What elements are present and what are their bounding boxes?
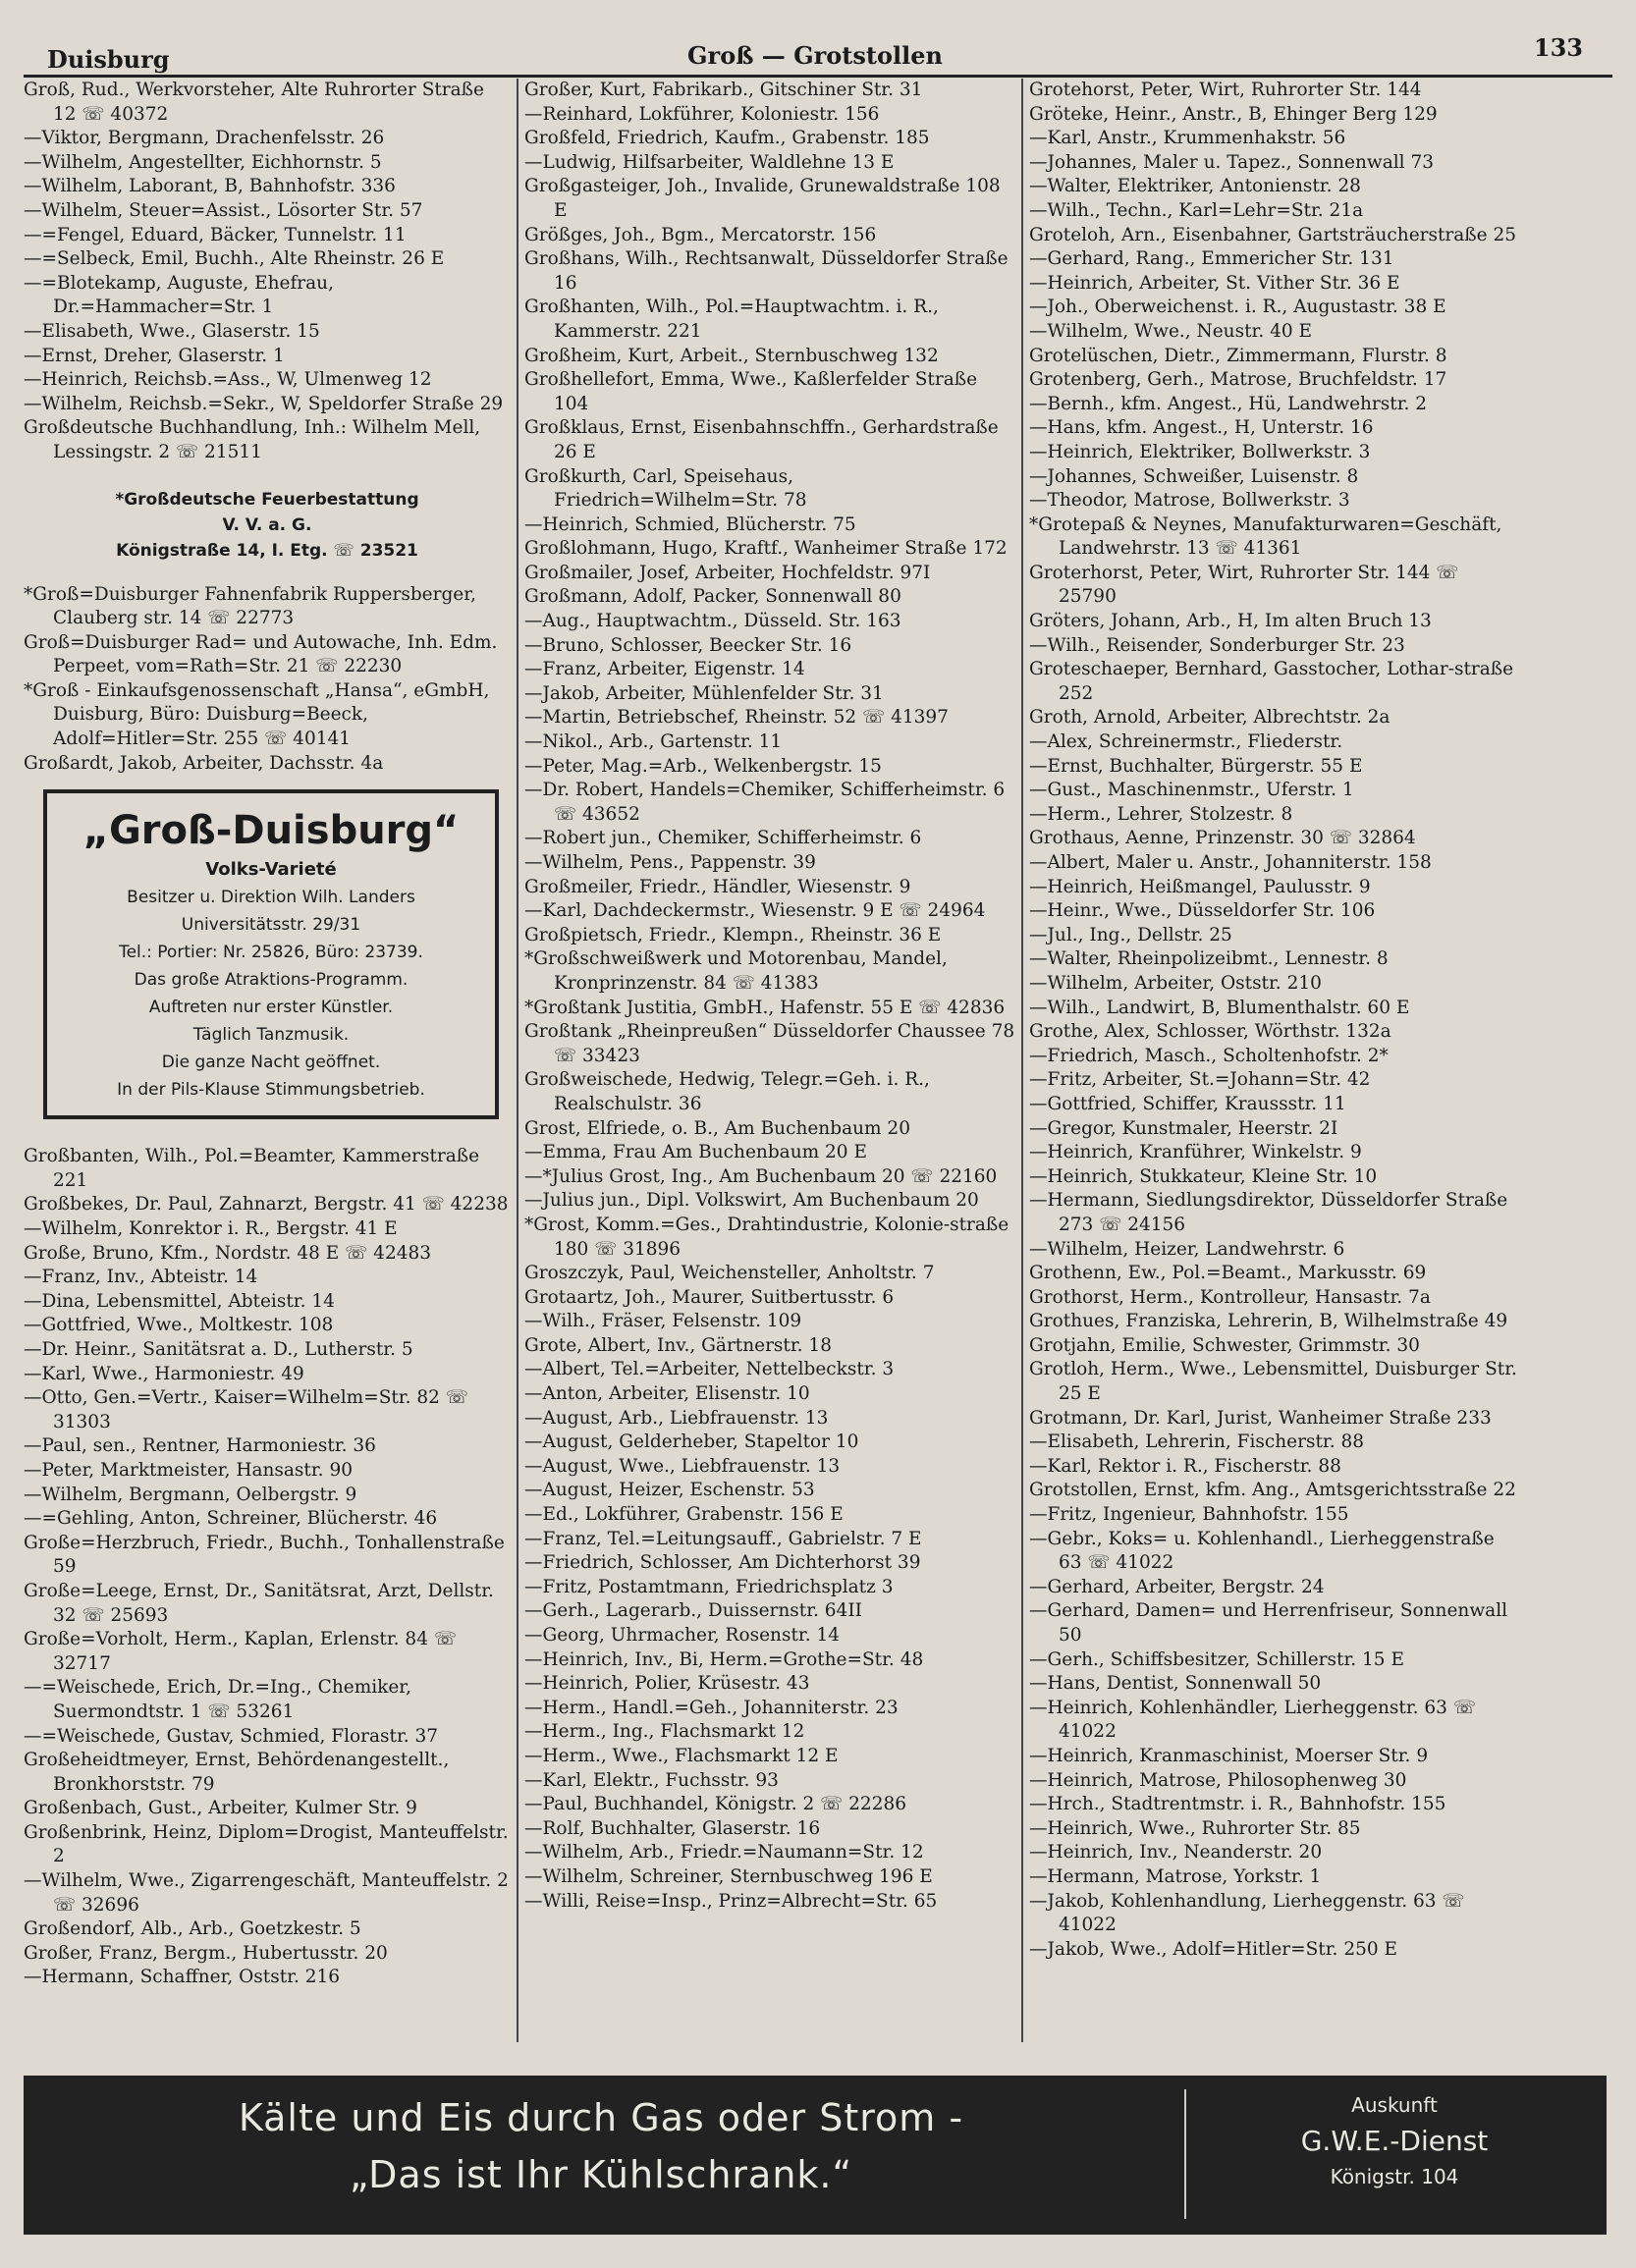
directory-entry: Großbekes, Dr. Paul, Zahnarzt, Bergstr. 41 ☏ 42238 [24, 1194, 509, 1215]
directory-entry: Großenbach, Gust., Arbeiter, Kulmer Str. 9 [24, 1798, 417, 1819]
directory-entry: —=Gehling, Anton, Schreiner, Blücherstr. 46 [24, 1508, 438, 1530]
directory-entry: Große=Leege, Ernst, Dr., Sanitätsrat, Arzt, Dellstr. 32 ☏ 25693 [24, 1580, 494, 1626]
directory-entry: Groth, Arnold, Arbeiter, Albrechtstr. 2a [1029, 707, 1391, 729]
directory-entry: —Hans, kfm. Angest., H, Unterstr. 16 [1029, 417, 1374, 439]
directory-entry: —Willi, Reise=Insp., Prinz=Albrecht=Str. 65 [524, 1890, 938, 1912]
directory-entry: —August, Arb., Liebfrauenstr. 13 [524, 1407, 829, 1429]
directory-entry: —Jakob, Kohlenhandlung, Lierheggenstr. 63 ☏ 41022 [1029, 1890, 1465, 1936]
directory-entry: —Gebr., Koks= u. Kohlenhandl., Lierheggenstraße 63 ☏ 41022 [1029, 1528, 1495, 1574]
header-city: Duisburg [47, 45, 170, 74]
directory-entry: Gröters, Johann, Arb., H, Im alten Bruch 13 [1029, 611, 1432, 632]
ad-line: In der Pils-Klause Stimmungsbetrieb. [117, 1080, 425, 1101]
directory-entry: —Joh., Oberweichenst. i. R., Augustastr. 38 E [1029, 297, 1446, 318]
directory-entry: —Friedrich, Schlosser, Am Dichterhorst 39 [524, 1552, 921, 1574]
entry-list [1029, 79, 1522, 1962]
directory-entry: —Wilhelm, Konrektor i. R., Bergstr. 41 E [24, 1218, 398, 1240]
directory-entry: —Heinrich, Kranführer, Winkelstr. 9 [1029, 1142, 1362, 1163]
directory-entry: —Paul, Buchhandel, Königstr. 2 ☏ 22286 [524, 1794, 907, 1815]
directory-entry: —Johannes, Schweißer, Luisenstr. 8 [1029, 465, 1359, 487]
directory-entry: —Georg, Uhrmacher, Rosenstr. 14 [524, 1625, 840, 1646]
directory-entry: —Nikol., Arb., Gartenstr. 11 [524, 731, 783, 753]
directory-entry: Grothues, Franziska, Lehrerin, B, Wilhelmstraße 49 [1029, 1311, 1508, 1332]
directory-entry: —Karl, Wwe., Harmoniestr. 49 [24, 1363, 304, 1384]
directory-entry: Großlohmann, Hugo, Kraftf., Wanheimer Straße 172 [524, 538, 1008, 560]
directory-entry: —Gottfried, Schiffer, Kraussstr. 11 [1029, 1093, 1346, 1114]
directory-entry: —Albert, Tel.=Arbeiter, Nettelbeckstr. 3 [524, 1359, 895, 1380]
bottom-advertisement [24, 2076, 1607, 2235]
directory-entry: Große=Herzbruch, Friedr., Buchh., Tonhallenstraße 59 [24, 1532, 505, 1578]
directory-entry: Grote, Albert, Inv., Gärtnerstr. 18 [524, 1334, 832, 1356]
directory-entry: —Heinrich, Reichsb.=Ass., W, Ulmenweg 12 [24, 369, 432, 391]
directory-entry: —Walter, Elektriker, Antonienstr. 28 [1029, 176, 1361, 197]
directory-entry: —Herm., Lehrer, Stolzestr. 8 [1029, 803, 1293, 825]
directory-entry: —Fritz, Ingenieur, Bahnhofstr. 155 [1029, 1504, 1349, 1526]
variete-ad [43, 789, 499, 1119]
directory-entry: —Dina, Lebensmittel, Abteistr. 14 [24, 1290, 335, 1312]
banner-slogan [51, 2089, 1151, 2203]
directory-entry: —Karl, Elektr., Fuchsstr. 93 [524, 1769, 779, 1791]
directory-entry: —Heinrich, Kranmaschinist, Moerser Str. 9 [1029, 1745, 1429, 1766]
directory-entry: —*Julius Grost, Ing., Am Buchenbaum 20 ☏ 22160 [524, 1165, 998, 1187]
directory-entry: Gröteke, Heinr., Anstr., B, Ehinger Berg 129 [1029, 103, 1438, 125]
directory-entry: —Heinrich, Inv., Bi, Herm.=Grothe=Str. 48 [524, 1648, 924, 1670]
directory-entry: —Albert, Maler u. Anstr., Johanniterstr. 158 [1029, 852, 1432, 873]
directory-entry: Grothe, Alex, Schlosser, Wörthstr. 132a [1029, 1021, 1391, 1043]
feuerbestattung-ad [24, 487, 511, 564]
directory-entry: —Wilhelm, Arb., Friedr.=Naumann=Str. 12 [524, 1842, 924, 1863]
directory-entry: —Fritz, Postamtmann, Friedrichsplatz 3 [524, 1576, 894, 1597]
directory-entry: *Groß=Duisburger Fahnenfabrik Ruppersberger, Clauberg str. 14 ☏ 22773 [24, 583, 476, 629]
directory-entry: —Aug., Hauptwachtm., Düsseld. Str. 163 [524, 611, 901, 632]
directory-entry: Grotaartz, Joh., Maurer, Suitbertusstr. 6 [524, 1286, 895, 1308]
directory-entry: —Heinrich, Heißmangel, Paulusstr. 9 [1029, 876, 1371, 897]
directory-entry: —Wilh., Techn., Karl=Lehr=Str. 21a [1029, 199, 1364, 221]
ad-line: Besitzer u. Direktion Wilh. Landers [127, 888, 415, 908]
directory-entry: —Elisabeth, Lehrerin, Fischerstr. 88 [1029, 1431, 1364, 1453]
ad-line: Die ganze Nacht geöffnet. [161, 1053, 381, 1073]
directory-entry: —Bruno, Schlosser, Beecker Str. 16 [524, 634, 852, 656]
page-header [24, 33, 1607, 73]
banner-info-address: Königstr. 104 [1330, 2165, 1459, 2188]
directory-entry: —Friedrich, Masch., Scholtenhofstr. 2* [1029, 1045, 1389, 1066]
directory-entry: —August, Wwe., Liebfrauenstr. 13 [524, 1455, 841, 1477]
entry-list [24, 79, 511, 465]
directory-entry: —Wilh., Fräser, Felsenstr. 109 [524, 1311, 802, 1332]
directory-entry: —Wilhelm, Schreiner, Sternbuschweg 196 E [524, 1865, 933, 1887]
directory-entry: —Wilhelm, Wwe., Neustr. 40 E [1029, 320, 1313, 342]
directory-entry: —Heinrich, Wwe., Ruhrorter Str. 85 [1029, 1817, 1361, 1839]
directory-entry: —Gerhard, Rang., Emmericher Str. 131 [1029, 248, 1394, 270]
directory-entry: —Herm., Handl.=Geh., Johanniterstr. 23 [524, 1697, 899, 1718]
directory-entry: —Herm., Ing., Flachsmarkt 12 [524, 1721, 805, 1743]
directory-entry: —Gottfried, Wwe., Moltkestr. 108 [24, 1315, 334, 1336]
directory-entry: —Bernh., kfm. Angest., Hü, Landwehrstr. 2 [1029, 393, 1428, 414]
directory-entry: —Jakob, Wwe., Adolf=Hitler=Str. 250 E [1029, 1938, 1398, 1960]
directory-entry: —Paul, sen., Rentner, Harmoniestr. 36 [24, 1435, 376, 1457]
directory-entry: Groteschaeper, Bernhard, Gasstocher, Lothar-straße 252 [1029, 659, 1514, 704]
directory-entry: *Grost, Komm.=Ges., Drahtindustrie, Kolonie-straße 180 ☏ 31896 [524, 1214, 1009, 1260]
directory-entry: —Peter, Marktmeister, Hansastr. 90 [24, 1459, 353, 1481]
directory-entry: —Julius jun., Dipl. Volkswirt, Am Buchenbaum 20 [524, 1190, 979, 1212]
directory-entry: —Heinrich, Elektriker, Bollwerkstr. 3 [1029, 441, 1371, 462]
directory-entry: Großhans, Wilh., Rechtsanwalt, Düsseldorfer Straße 16 [524, 248, 1009, 294]
directory-entry: —Ernst, Dreher, Glaserstr. 1 [24, 345, 285, 366]
entry-list [524, 79, 1017, 1914]
directory-entry: —Hermann, Siedlungsdirektor, Düsseldorfer Straße 273 ☏ 24156 [1029, 1190, 1508, 1235]
directory-entry: Großmeiler, Friedr., Händler, Wiesenstr. 9 [524, 876, 911, 897]
ad-line: V. V. a. G. [222, 514, 312, 535]
directory-entry: Großer, Kurt, Fabrikarb., Gitschiner Str. 31 [524, 80, 923, 100]
directory-entry: Grothorst, Herm., Kontrolleur, Hansastr. 7a [1029, 1286, 1431, 1308]
directory-entry: Großendorf, Alb., Arb., Goetzkestr. 5 [24, 1918, 361, 1940]
directory-entry: —=Blotekamp, Auguste, Ehefrau, Dr.=Hammacher=Str. 1 [24, 272, 334, 318]
directory-entry: —Martin, Betriebschef, Rheinstr. 52 ☏ 41397 [524, 707, 949, 729]
directory-entry: Großheim, Kurt, Arbeit., Sternbuschweg 132 [524, 345, 939, 366]
directory-entry: —Gust., Maschinenmstr., Uferstr. 1 [1029, 780, 1354, 801]
header-range: Groß — Grotstollen [687, 41, 943, 70]
directory-entry: —Heinrich, Polier, Krüsestr. 43 [524, 1673, 810, 1695]
directory-entry: —Heinrich, Arbeiter, St. Vither Str. 36 E [1029, 272, 1400, 294]
directory-entry: Groterhorst, Peter, Wirt, Ruhrorter Str. 144 ☏ 25790 [1029, 562, 1459, 608]
directory-entry: *Groß - Einkaufsgenossenschaft „Hansa“, eGmbH, Duisburg, Büro: Duisburg=Beeck, Adolf=Hitler=Str. 255 ☏ 40141 [24, 679, 490, 750]
banner-divider [1184, 2089, 1186, 2219]
directory-entry: —Gerhard, Arbeiter, Bergstr. 24 [1029, 1576, 1325, 1597]
directory-entry: —Wilhelm, Angestellter, Eichhornstr. 5 [24, 151, 382, 173]
directory-entry: —Gregor, Kunstmaler, Heerstr. 2I [1029, 1117, 1338, 1139]
directory-entry: —Peter, Mag.=Arb., Welkenbergstr. 15 [524, 755, 882, 777]
directory-entry: —=Weischede, Gustav, Schmied, Florastr. 37 [24, 1725, 439, 1747]
directory-entry: —Karl, Anstr., Krummenhakstr. 56 [1029, 128, 1346, 149]
directory-entry: —Alex, Schreinermstr., Fliederstr. [1029, 731, 1343, 753]
directory-entry: Großeheidtmeyer, Ernst, Behördenangestellt., Bronkhorststr. 79 [24, 1750, 450, 1795]
directory-entry: Grotelüschen, Dietr., Zimmermann, Flurstr. 8 [1029, 345, 1447, 366]
directory-entry: Größges, Joh., Bgm., Mercatorstr. 156 [524, 224, 877, 245]
banner-info-name: G.W.E.-Dienst [1300, 2125, 1489, 2157]
banner-info [1192, 2089, 1597, 2191]
directory-entry: —Franz, Inv., Abteistr. 14 [24, 1267, 258, 1288]
directory-entry: Groß, Rud., Werkvorsteher, Alte Ruhrorter Straße 12 ☏ 40372 [24, 80, 484, 125]
directory-entry: Grotmann, Dr. Karl, Jurist, Wanheimer Straße 233 [1029, 1407, 1492, 1429]
directory-entry: Großklaus, Ernst, Eisenbahnschffn., Gerhardstraße 26 E [524, 417, 999, 462]
directory-entry: —Ernst, Buchhalter, Bürgerstr. 55 E [1029, 755, 1363, 777]
directory-entry: —Emma, Frau Am Buchenbaum 20 E [524, 1142, 867, 1163]
directory-entry: Großpietsch, Friedr., Klempn., Rheinstr. 36 E [524, 924, 942, 945]
directory-entry: Groszczyk, Paul, Weichensteller, Anholtstr. 7 [524, 1263, 935, 1284]
directory-entry: —Robert jun., Chemiker, Schifferheimstr. 6 [524, 828, 922, 849]
directory-entry: —Herm., Wwe., Flachsmarkt 12 E [524, 1745, 839, 1766]
directory-entry: Großhanten, Wilh., Pol.=Hauptwachtm. i. R., Kammerstr. 221 [524, 297, 939, 342]
directory-entry: Großer, Franz, Bergm., Hubertusstr. 20 [24, 1942, 388, 1964]
ad-line: Täglich Tanzmusik. [192, 1025, 350, 1046]
ad-line: Das große Atraktions-Programm. [134, 970, 409, 991]
directory-entry: Großfeld, Friedrich, Kaufm., Grabenstr. 185 [524, 128, 930, 149]
directory-entry: —Wilhelm, Bergmann, Oelbergstr. 9 [24, 1484, 357, 1505]
column-2 [524, 79, 1017, 1914]
directory-entry: —Hrch., Stadtrentmstr. i. R., Bahnhofstr. 155 [1029, 1794, 1446, 1815]
directory-entry: —Hermann, Schaffner, Oststr. 216 [24, 1967, 341, 1988]
directory-entry: Grotehorst, Peter, Wirt, Ruhrorter Str. 144 [1029, 80, 1422, 100]
column-divider [517, 79, 518, 2042]
directory-entry: Grotstollen, Ernst, kfm. Ang., Amtsgerichtsstraße 22 [1029, 1480, 1516, 1501]
directory-entry: —Heinrich, Schmied, Blücherstr. 75 [524, 513, 856, 535]
directory-entry: —August, Heizer, Eschenstr. 53 [524, 1480, 815, 1501]
column-3 [1029, 79, 1522, 1962]
directory-entry: —Wilhelm, Wwe., Zigarrengeschäft, Manteuffelstr. 2 ☏ 32696 [24, 1870, 509, 1916]
directory-entry: —August, Gelderheber, Stapeltor 10 [524, 1431, 859, 1453]
directory-entry: —Reinhard, Lokführer, Koloniestr. 156 [524, 103, 880, 125]
directory-entry: Großgasteiger, Joh., Invalide, Grunewaldstraße 108 E [524, 176, 1001, 221]
directory-entry: *Großschweißwerk und Motorenbau, Mandel, Kronprinzenstr. 84 ☏ 41383 [524, 948, 948, 994]
directory-entry: —Walter, Rheinpolizeibmt., Lennestr. 8 [1029, 948, 1389, 970]
directory-entry: —Jul., Ing., Dellstr. 25 [1029, 924, 1232, 945]
directory-entry: —Wilhelm, Reichsb.=Sekr., W, Speldorfer Straße 29 [24, 393, 504, 414]
directory-entry: Grotenberg, Gerh., Matrose, Bruchfeldstr. 17 [1029, 369, 1447, 391]
directory-entry: Großbanten, Wilh., Pol.=Beamter, Kammerstraße 221 [24, 1146, 480, 1191]
directory-entry: —Theodor, Matrose, Bollwerkstr. 3 [1029, 490, 1350, 512]
ad-line: Tel.: Portier: Nr. 25826, Büro: 23739. [119, 943, 423, 963]
directory-entry: —Viktor, Bergmann, Drachenfelsstr. 26 [24, 128, 385, 149]
entry-list [24, 583, 511, 777]
directory-entry: —Gerh., Schiffsbesitzer, Schillerstr. 15 E [1029, 1648, 1404, 1670]
directory-entry: —Ed., Lokführer, Grabenstr. 156 E [524, 1504, 844, 1526]
directory-entry: Großenbrink, Heinz, Diplom=Drogist, Manteuffelstr. 2 [24, 1821, 509, 1867]
directory-entry: Groß=Duisburger Rad= und Autowache, Inh. Edm. Perpeet, vom=Rath=Str. 21 ☏ 22230 [24, 631, 498, 677]
directory-entry: —Franz, Tel.=Leitungsauff., Gabrielstr. 7 E [524, 1528, 922, 1549]
directory-entry: —Fritz, Arbeiter, St.=Johann=Str. 42 [1029, 1069, 1371, 1091]
directory-entry: —Heinr., Wwe., Düsseldorfer Str. 106 [1029, 900, 1376, 922]
directory-entry: Grothaus, Aenne, Prinzenstr. 30 ☏ 32864 [1029, 828, 1416, 849]
entry-list [24, 1145, 511, 1990]
directory-entry: —Wilhelm, Pens., Pappenstr. 39 [524, 852, 816, 873]
ad-title: „Groß-Duisburg“ [82, 808, 460, 854]
column-divider [1021, 79, 1023, 2042]
directory-entry: Großhellefort, Emma, Wwe., Kaßlerfelder Straße 104 [524, 369, 978, 414]
ad-line: *Großdeutsche Feuerbestattung [115, 489, 419, 510]
banner-line: Kälte und Eis durch Gas oder Strom - [238, 2096, 964, 2139]
directory-entry: —Wilhelm, Heizer, Landwehrstr. 6 [1029, 1238, 1345, 1260]
ad-line: Königstraße 14, I. Etg. ☏ 23521 [116, 540, 418, 561]
directory-entry: —Wilhelm, Steuer=Assist., Lösorter Str. 57 [24, 199, 423, 221]
directory-entry: *Grotepaß & Neynes, Manufakturwaren=Geschäft, Landwehrstr. 13 ☏ 41361 [1029, 513, 1502, 560]
directory-entry: —Karl, Rektor i. R., Fischerstr. 88 [1029, 1455, 1341, 1477]
directory-entry: Großkurth, Carl, Speisehaus, Friedrich=Wilhelm=Str. 78 [524, 465, 807, 512]
directory-entry: —Franz, Arbeiter, Eigenstr. 14 [524, 659, 805, 680]
directory-entry: —Heinrich, Kohlenhändler, Lierheggenstr. 63 ☏ 41022 [1029, 1697, 1476, 1743]
directory-entry: Großmann, Adolf, Packer, Sonnenwall 80 [524, 586, 901, 608]
directory-entry: Groteloh, Arn., Eisenbahner, Gartsträucherstraße 25 [1029, 224, 1517, 245]
directory-entry: —Dr. Robert, Handels=Chemiker, Schifferheimstr. 6 ☏ 43652 [524, 780, 1006, 825]
directory-entry: —=Fengel, Eduard, Bäcker, Tunnelstr. 11 [24, 224, 407, 245]
directory-entry: —Ludwig, Hilfsarbeiter, Waldlehne 13 E [524, 151, 895, 173]
directory-entry: Große=Vorholt, Herm., Kaplan, Erlenstr. 84 ☏ 32717 [24, 1629, 457, 1674]
directory-entry: Großtank „Rheinpreußen“ Düsseldorfer Chaussee 78 ☏ 33423 [524, 1021, 1015, 1066]
header-rule [24, 75, 1612, 78]
column-1 [24, 79, 511, 1990]
directory-entry: —Heinrich, Stukkateur, Kleine Str. 10 [1029, 1165, 1378, 1187]
directory-entry: —Johannes, Maler u. Tapez., Sonnenwall 73 [1029, 151, 1435, 173]
directory-entry: —Heinrich, Matrose, Philosophenweg 30 [1029, 1769, 1407, 1791]
directory-entry: —Wilh., Reisender, Sonderburger Str. 23 [1029, 634, 1405, 656]
banner-info-label: Auskunft [1351, 2093, 1438, 2117]
directory-entry: —Elisabeth, Wwe., Glaserstr. 15 [24, 320, 320, 342]
directory-entry: —=Selbeck, Emil, Buchh., Alte Rheinstr. 26 E [24, 248, 445, 270]
ad-line: Volks-Varieté [205, 859, 337, 881]
directory-entry: Grotloh, Herm., Wwe., Lebensmittel, Duisburger Str. 25 E [1029, 1359, 1517, 1405]
banner-line: „Das ist Ihr Kühlschrank.“ [349, 2153, 853, 2196]
page-number: 133 [1533, 33, 1583, 62]
directory-entry: Grost, Elfriede, o. B., Am Buchenbaum 20 [524, 1117, 910, 1139]
directory-entry: Grothenn, Ew., Pol.=Beamt., Markusstr. 69 [1029, 1263, 1427, 1284]
directory-entry: —Hermann, Matrose, Yorkstr. 1 [1029, 1865, 1322, 1887]
directory-entry: Großmailer, Josef, Arbeiter, Hochfeldstr. 97I [524, 562, 931, 583]
directory-entry: —Wilh., Landwirt, B, Blumenthalstr. 60 E [1029, 997, 1410, 1018]
directory-entry: —=Weischede, Erich, Dr.=Ing., Chemiker, Suermondtstr. 1 ☏ 53261 [24, 1677, 412, 1722]
directory-entry: —Wilhelm, Laborant, B, Bahnhofstr. 336 [24, 176, 396, 197]
directory-entry: —Wilhelm, Arbeiter, Oststr. 210 [1029, 972, 1322, 994]
directory-entry: —Otto, Gen.=Vertr., Kaiser=Wilhelm=Str. 82 ☏ 31303 [24, 1387, 468, 1432]
directory-entry: —Gerhard, Damen= und Herrenfriseur, Sonnenwall 50 [1029, 1600, 1508, 1646]
directory-entry: —Rolf, Buchhalter, Glaserstr. 16 [524, 1817, 821, 1839]
directory-entry: Großardt, Jakob, Arbeiter, Dachsstr. 4a [24, 752, 384, 774]
directory-entry: —Jakob, Arbeiter, Mühlenfelder Str. 31 [524, 682, 884, 704]
directory-entry: *Großtank Justitia, GmbH., Hafenstr. 55 E ☏ 42836 [524, 997, 1006, 1018]
directory-entry: —Karl, Dachdeckermstr., Wiesenstr. 9 E ☏ 24964 [524, 900, 986, 922]
ad-line: Universitätsstr. 29/31 [181, 915, 361, 936]
directory-entry: Großdeutsche Buchhandlung, Inh.: Wilhelm Mell, Lessingstr. 2 ☏ 21511 [24, 417, 481, 462]
directory-entry: Große, Bruno, Kfm., Nordstr. 48 E ☏ 42483 [24, 1242, 432, 1264]
directory-entry: —Anton, Arbeiter, Elisenstr. 10 [524, 1383, 810, 1405]
directory-entry: Grotjahn, Emilie, Schwester, Grimmstr. 30 [1029, 1334, 1420, 1356]
directory-entry: —Hans, Dentist, Sonnenwall 50 [1029, 1673, 1322, 1695]
directory-entry: —Gerh., Lagerarb., Duissernstr. 64II [524, 1600, 862, 1622]
ad-line: Auftreten nur erster Künstler. [148, 998, 394, 1018]
directory-entry: —Heinrich, Inv., Neanderstr. 20 [1029, 1842, 1323, 1863]
directory-entry: Großweischede, Hedwig, Telegr.=Geh. i. R., Realschulstr. 36 [524, 1069, 930, 1114]
directory-entry: —Dr. Heinr., Sanitätsrat a. D., Lutherstr. 5 [24, 1339, 413, 1360]
